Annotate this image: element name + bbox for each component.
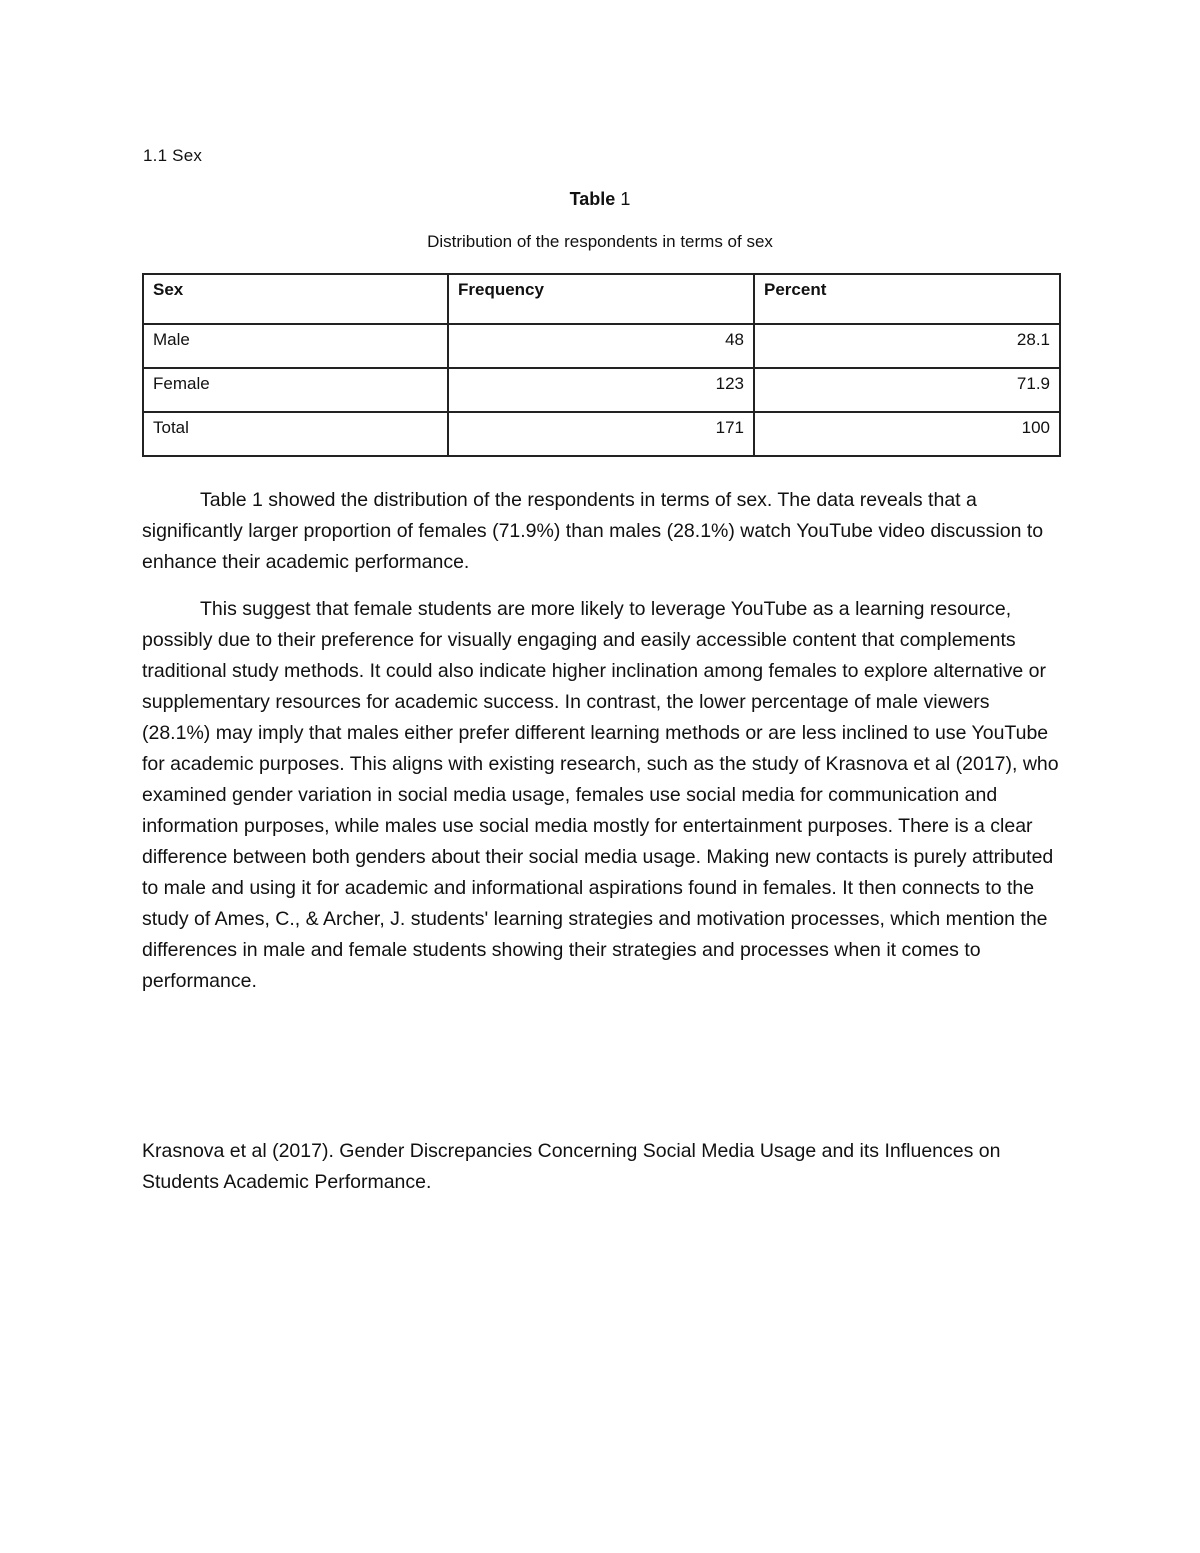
cell-frequency: 48 (448, 324, 754, 368)
cell-percent: 71.9 (754, 368, 1060, 412)
header-sex: Sex (143, 274, 448, 324)
sex-distribution-table (142, 273, 1061, 457)
table-header-row (143, 274, 1060, 324)
cell-percent: 28.1 (754, 324, 1060, 368)
cell-frequency: 123 (448, 368, 754, 412)
header-frequency: Frequency (448, 274, 754, 324)
section-heading: 1.1 Sex (143, 146, 203, 165)
table-title-label: Table (569, 189, 616, 209)
table-caption: Distribution of the respondents in terms of sex (427, 232, 773, 251)
cell-percent: 100 (754, 412, 1060, 456)
reference-entry: Krasnova et al (2017). Gender Discrepancies Concerning Social Media Usage and its Influences on Students Academic Performance. (142, 1140, 1001, 1193)
table-title-number: 1 (615, 189, 631, 209)
cell-sex-label: Male (143, 324, 448, 368)
table-row (143, 324, 1060, 368)
table-row (143, 368, 1060, 412)
cell-frequency: 171 (448, 412, 754, 456)
cell-sex-label: Total (143, 412, 448, 456)
paragraph-table-summary: Table 1 showed the distribution of the respondents in terms of sex. The data reveals that a significantly larger proportion of females (71.9%) than males (28.1%) watch YouTube video discussion to enhance their academic performance. (142, 489, 1044, 573)
cell-sex-label: Female (143, 368, 448, 412)
table-title (0, 187, 1200, 211)
table-row (143, 412, 1060, 456)
paragraph-discussion: This suggest that female students are more likely to leverage YouTube as a learning resource, possibly due to their preference for visually engaging and easily accessible content that complements traditional study methods. It could also indicate higher inclination among females to explore alternative or supplementary resources for academic success. In contrast, the lower percentage of male viewers (28.1%) may imply that males either prefer different learning methods or are less inclined to use YouTube for academic purposes. This aligns with existing research, such as the study of Krasnova et al (2017), who examined gender variation in social media usage, females use social media for communication and information purposes, while males use social media mostly for entertainment purposes. There is a clear difference between both genders about their social media usage. Making new contacts is purely attributed to male and using it for academic and informational aspirations found in females. It then connects to the study of Ames, C., & Archer, J. students' learning strategies and motivation processes, which mention the differences in male and female students showing their strategies and processes when it comes to performance. (142, 598, 1059, 992)
header-percent: Percent (754, 274, 1060, 324)
